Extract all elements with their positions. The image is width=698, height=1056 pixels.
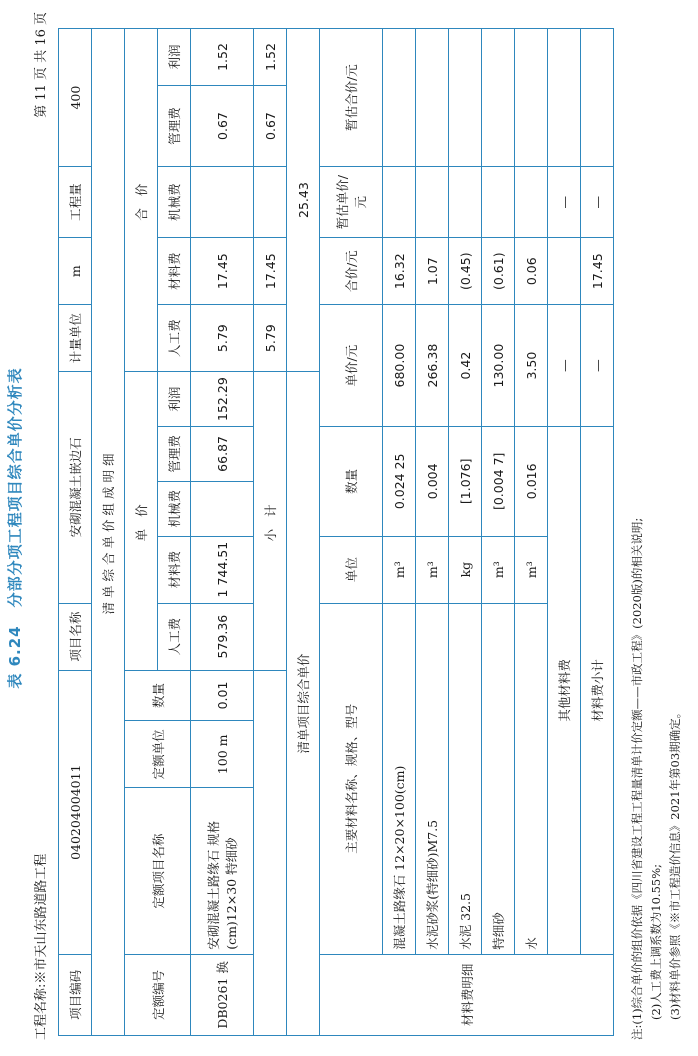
quota-no: DB0261 换: [191, 954, 254, 1035]
col-t-labor: 人工费: [158, 305, 191, 372]
material-subtotal-est-price: —: [581, 167, 614, 238]
material-name: 特细砂: [482, 603, 515, 954]
col-u-labor: 人工费: [158, 603, 191, 670]
material-col-est-price: 暂估单价/元: [320, 167, 383, 238]
other-material-est-price: —: [548, 167, 581, 238]
material-price: 680.00: [383, 305, 416, 427]
other-material-total: [548, 238, 581, 305]
col-quota-name: 定额项目名称: [125, 788, 191, 954]
col-t-profit: 利润: [158, 29, 191, 86]
quota-t-labor: 5.79: [191, 305, 254, 372]
composite-row: [287, 29, 320, 1036]
subtotal-label: 小 计: [254, 372, 287, 670]
material-header-row: [320, 29, 383, 1036]
unit-value: m: [59, 238, 92, 305]
material-col-name: 主要材料名称、规格、型号: [320, 603, 383, 954]
detail-title: 清单综合单价组成明细: [92, 29, 125, 1036]
quota-t-machine: [191, 167, 254, 238]
quota-t-mgmt: 0.67: [191, 85, 254, 166]
material-row: [482, 29, 515, 1036]
col-quota-no: 定额编号: [125, 954, 191, 1035]
material-est-total: [482, 29, 515, 167]
detail-title-row: [92, 29, 125, 1036]
project-name: 工程名称:※市天山东路道路工程: [34, 853, 49, 1040]
subtotal-mgmt: 0.67: [254, 85, 287, 166]
table-caption: [4, 0, 25, 1056]
material-row: [416, 29, 449, 1036]
material-subtotal-price: —: [581, 305, 614, 427]
col-u-profit: 利润: [158, 372, 191, 427]
material-total: (0.61): [482, 238, 515, 305]
quota-u-material: 1 744.51: [191, 536, 254, 603]
material-name: 水泥 32.5: [449, 603, 482, 954]
quota-row: [191, 29, 254, 1036]
material-subtotal-row: [581, 29, 614, 1036]
material-price: 0.42: [449, 305, 482, 427]
page-info: 第 11 页 共 16 页: [34, 12, 49, 118]
material-col-est-total: 暂估合价/元: [320, 29, 383, 167]
material-qty: [0.004 7]: [482, 427, 515, 537]
material-subtotal-total: 17.45: [581, 238, 614, 305]
material-unit: m³: [482, 536, 515, 603]
unit-label: 计量单位: [59, 305, 92, 372]
material-total: (0.45): [449, 238, 482, 305]
quota-u-mgmt: 66.87: [191, 427, 254, 482]
col-u-mgmt: 管理费: [158, 427, 191, 482]
col-header-row-1: [125, 29, 158, 1036]
material-col-unit: 单位: [320, 536, 383, 603]
caption-title: 分部分项工程项目综合单价分析表: [6, 367, 24, 608]
qty-value: 400: [59, 29, 92, 167]
quota-u-machine: [191, 481, 254, 536]
material-unit: m³: [515, 536, 548, 603]
notes: [628, 518, 685, 1040]
quota-unit: 100 m: [191, 721, 254, 788]
material-est-price: [482, 167, 515, 238]
other-material-row: [548, 29, 581, 1036]
subtotal-labor: 5.79: [254, 305, 287, 372]
col-quota-unit: 定额单位: [125, 721, 191, 788]
note-line: (3)材料单价参照《※市工程造价信息》2021年第03期确定。: [668, 706, 682, 1020]
material-name: 混凝土路缘石 12×20×100(cm): [383, 603, 416, 954]
material-price: 3.50: [515, 305, 548, 427]
material-est-total: [416, 29, 449, 167]
material-subtotal-label: 材料费小计: [581, 427, 614, 955]
material-total: 0.06: [515, 238, 548, 305]
subtotal-material: 17.45: [254, 238, 287, 305]
subtotal-machine: [254, 167, 287, 238]
col-u-machine: 机械费: [158, 481, 191, 536]
material-section-label: 材料费明细: [320, 954, 614, 1035]
subtotal-profit: 1.52: [254, 29, 287, 86]
material-name: 水: [515, 603, 548, 954]
material-col-price: 单价/元: [320, 305, 383, 427]
material-col-total: 合价/元: [320, 238, 383, 305]
col-quantity: 数量: [125, 670, 191, 721]
material-est-total: [383, 29, 416, 167]
other-material-price: —: [548, 305, 581, 427]
name-value: 安砌混凝土嵌边石: [59, 372, 92, 603]
caption-number: 表 6.24: [6, 625, 24, 689]
material-subtotal-est-total: [581, 29, 614, 167]
col-t-material: 材料费: [158, 238, 191, 305]
quota-u-profit: 152.29: [191, 372, 254, 427]
material-col-qty: 数量: [320, 427, 383, 537]
material-unit: m³: [416, 536, 449, 603]
material-qty: 0.016: [515, 427, 548, 537]
note-line: (2)人工费上调系数为10.55%;: [649, 863, 663, 1020]
material-row: [383, 29, 416, 1036]
material-qty: 0.024 25: [383, 427, 416, 537]
material-price: 130.00: [482, 305, 515, 427]
col-t-mgmt: 管理费: [158, 85, 191, 166]
material-price: 266.38: [416, 305, 449, 427]
quota-t-material: 17.45: [191, 238, 254, 305]
material-est-price: [449, 167, 482, 238]
material-est-price: [515, 167, 548, 238]
material-total: 1.07: [416, 238, 449, 305]
material-qty: 0.004: [416, 427, 449, 537]
material-est-price: [416, 167, 449, 238]
other-material-label: 其他材料费: [548, 427, 581, 955]
other-material-est-total: [548, 29, 581, 167]
subtotal-row: [254, 29, 287, 1036]
material-est-total: [515, 29, 548, 167]
material-unit: kg: [449, 536, 482, 603]
col-total-price: 合 价: [125, 29, 158, 372]
quota-qty: 0.01: [191, 670, 254, 721]
code-value: 040204004011: [59, 670, 92, 954]
material-row: [449, 29, 482, 1036]
col-t-machine: 机械费: [158, 167, 191, 238]
code-label: 项目编码: [59, 954, 92, 1035]
composite-label: 清单项目综合单价: [287, 372, 320, 1036]
material-unit: m³: [383, 536, 416, 603]
note-line: 注:(1)综合单价的组价依据《四川省建设工程工程量清单计价定额——市政工程》(2020版)的相关说明;: [630, 517, 644, 1040]
col-u-material: 材料费: [158, 536, 191, 603]
material-est-total: [449, 29, 482, 167]
material-qty: [1.076]: [449, 427, 482, 537]
quota-t-profit: 1.52: [191, 29, 254, 86]
material-total: 16.32: [383, 238, 416, 305]
header-row: [59, 29, 92, 1036]
material-row: [515, 29, 548, 1036]
name-label: 项目名称: [59, 603, 92, 670]
subtotal-spacer: [254, 670, 287, 1035]
unit-price-analysis-table: [58, 28, 614, 1036]
composite-value: 25.43: [287, 29, 320, 372]
material-est-price: [383, 167, 416, 238]
quota-name: 安砌混凝土路缘石 规格(cm)12×30 特细砂: [191, 788, 254, 954]
material-name: 水泥砂浆(特细砂)M7.5: [416, 603, 449, 954]
quota-u-labor: 579.36: [191, 603, 254, 670]
qty-label: 工程量: [59, 167, 92, 238]
col-unit-price: 单 价: [125, 372, 158, 670]
